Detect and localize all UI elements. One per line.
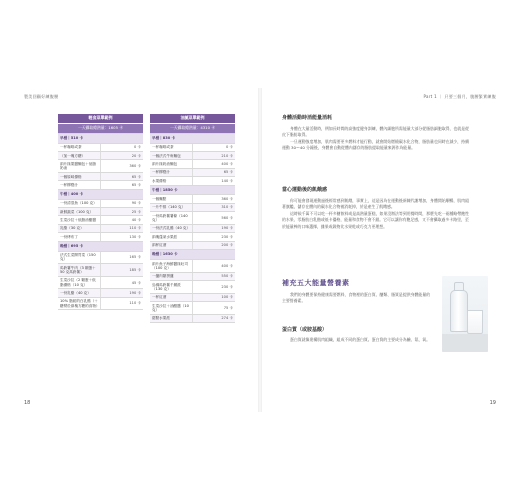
food-calories: 140 卡 [193, 177, 236, 185]
food-calories: 400 卡 [193, 260, 236, 273]
food-row [150, 151, 235, 159]
food-calories: 400 卡 [193, 160, 236, 168]
food-row [150, 160, 235, 168]
food-name: 一份乳酪（40 克） [58, 289, 101, 297]
page-number-left: 18 [24, 400, 31, 406]
meal-heading: 早餐｜510 卡 [58, 133, 143, 143]
food-row [150, 293, 235, 301]
food-name: 新鮮蔬菜（100 克） [58, 208, 101, 216]
food-calories: 274 卡 [193, 314, 236, 322]
section-protein [282, 326, 432, 343]
protein-body: 蛋白質就像建構肌肉組織，組成不同的蛋白質。蛋白質的主要成分為鹼、氨、氧。 [290, 337, 431, 342]
food-row [58, 208, 143, 216]
section-hunger [282, 186, 470, 230]
food-row [58, 172, 143, 180]
food-row [58, 297, 143, 310]
food-name: 一份法式乳酪（40 克） [150, 224, 193, 232]
table-total: 一天攝取總熱量：4310 卡 [150, 123, 235, 133]
food-calories: 0 卡 [101, 143, 144, 151]
food-row [58, 216, 143, 224]
food-calories: 65 卡 [101, 181, 144, 189]
food-calories: 230 卡 [193, 233, 236, 241]
food-calories: 65 卡 [193, 168, 236, 176]
food-calories: 190 卡 [193, 224, 236, 232]
food-name: 甜點水果派 [150, 314, 193, 322]
left-page [18, 88, 258, 412]
food-calories: 190 卡 [101, 289, 144, 297]
food-calories: 185 卡 [101, 264, 144, 277]
food-row [150, 143, 235, 151]
food-calories: 40 卡 [101, 216, 144, 224]
food-calories: 90 卡 [101, 199, 144, 207]
food-row [58, 181, 143, 189]
food-name: 兩塊蓬萊水果派 [150, 233, 193, 241]
photo-table-surface [442, 334, 488, 352]
heavy-menu-body [150, 114, 235, 322]
food-name: 生菜沙拉＋油醋醬（10 克） [150, 301, 193, 314]
food-name: 兩片魚子海鮮醬抹吐司（100 克） [150, 260, 193, 273]
food-row [58, 233, 143, 241]
food-row [150, 233, 235, 241]
food-name: 一杯咖啡或茶 [150, 143, 193, 151]
table-title-row [58, 114, 143, 123]
food-name: 一個法式牛角麵包 [150, 151, 193, 159]
light-menu-table [58, 114, 143, 310]
food-calories: 210 卡 [193, 151, 236, 159]
food-row [150, 224, 235, 232]
food-name: 一杯咖啡或茶 [58, 143, 101, 151]
food-name: 一份清蒸魚（100 克） [58, 199, 101, 207]
food-calories: 110 卡 [101, 224, 144, 232]
food-row [58, 160, 143, 173]
nutrients-intro: 我們的身體要保持健康需要燃料，食物裡的蛋白質、醣類、脂質是提供身體能量的主要營養素。 [282, 292, 431, 304]
table-total-row [58, 123, 143, 133]
food-name: 乳酪（30 克） [58, 224, 101, 232]
food-name: 一個麵點 [150, 195, 193, 203]
food-calories: 560 卡 [193, 212, 236, 225]
food-row [150, 212, 235, 225]
heavy-menu-table [150, 114, 235, 323]
food-calories: 230 卡 [193, 281, 236, 294]
food-row [58, 289, 143, 297]
food-row [58, 276, 143, 289]
food-row [58, 199, 143, 207]
table-title: 輕食菜單範例 [58, 114, 143, 123]
food-row [150, 241, 235, 249]
meal-row [150, 185, 235, 195]
food-row [150, 177, 235, 185]
food-name: 水果優格 [150, 177, 193, 185]
food-name: 生菜沙拉＋低脂油醋醬 [58, 216, 101, 224]
food-row [58, 224, 143, 232]
milk-bottle [450, 290, 468, 332]
section-activity [282, 114, 470, 152]
table-title: 油膩菜單範例 [150, 114, 235, 123]
food-name: 一杯柳橙汁 [150, 168, 193, 176]
food-name: 一個原味優格 [58, 172, 101, 180]
food-calories: 45 卡 [101, 276, 144, 289]
food-row [150, 281, 235, 294]
running-head-left: 製美回顧好練腹腰 [24, 94, 59, 99]
milk-bottle-photo [442, 276, 488, 352]
meal-row [58, 133, 143, 143]
food-row [150, 168, 235, 176]
food-name: （加一塊方糖） [58, 151, 101, 159]
nutrients-heading: 補充五大能量營養素 [282, 279, 350, 287]
food-calories: 550 卡 [193, 272, 236, 280]
food-calories: 20 卡 [101, 151, 144, 159]
right-page [262, 88, 502, 412]
food-name: 烏佛馬鈴薯千層派（130 克） [150, 281, 193, 294]
food-calories: 110 卡 [101, 297, 144, 310]
food-row [150, 314, 235, 322]
meal-row [58, 189, 143, 199]
meal-heading: 早餐｜830 卡 [150, 133, 235, 143]
milk-glass [467, 310, 483, 334]
food-row [58, 143, 143, 151]
food-row [58, 151, 143, 159]
food-row [58, 251, 143, 264]
meal-row [58, 241, 143, 251]
section-hunger-title: 當心運動後的飢餓感 [282, 187, 328, 193]
page-number-right: 19 [489, 400, 496, 406]
food-name: 兩片抹奶油麵包 [150, 160, 193, 168]
food-name: 10% 脂肪的白乳酪（＋糖漿於兩塊方糖的食物） [58, 297, 101, 310]
section-hunger-body [282, 198, 470, 230]
running-head-right: Part 1 ｜ 只要三個月，腹腰緊實練腹 [423, 94, 496, 99]
food-calories: 100 卡 [193, 293, 236, 301]
section-activity-paragraph: 一旦運動強度增加，肌肉需要更多燃料才能行動，就會開始燃燒碳水化合物，脂肪量也同時在減少，持續運動 30～40 分鐘後，身體會自動從體內儲存的脂肪提取能量來源作為能量。 [282, 138, 469, 151]
food-calories: 360 卡 [193, 195, 236, 203]
food-row [150, 195, 235, 203]
meal-heading: 晚餐｜1630 卡 [150, 250, 235, 260]
protein-title: 蛋白質（或胺基酸） [282, 327, 328, 333]
meal-heading: 晚餐｜695 卡 [58, 241, 143, 251]
section-hunger-paragraph: 你可能會發現運動過後經常感到飢餓，事實上，這是因為在運動後新陳代謝增加，身體開始順暢，肌肉組著旗艦，儲存在體內的碳水化合物被消耗掉，於是產生了飢餓感。 [282, 198, 469, 210]
table-title-row [150, 114, 235, 123]
food-name: 馬鈴薯牛肉（3 顆蛋＋50 克馬鈴薯） [58, 264, 101, 277]
section-activity-title: 身體活動時消能量消耗 [282, 115, 333, 121]
food-name: 一杯柳橙汁 [58, 181, 101, 189]
light-menu-body [58, 114, 143, 310]
meal-row [150, 133, 235, 143]
section-nutrients [282, 292, 432, 305]
food-calories: 200 卡 [193, 241, 236, 249]
food-calories: 25 卡 [101, 208, 144, 216]
food-name: 兩杯紅酒 [150, 241, 193, 249]
section-hunger-paragraph: 這時候千萬不可以吃一杯多糖飲料或是高熱量蛋糕，如果沒辦法等到用餐時間，那麼先吃一兩種略帶飽性的水果、零脂肪白乳酪或低卡優格，能量和食物不會不錯。它可以讓你有飽足感，又不會攝取過多卡路里，至於能量棒的口味選擇，雖果或穀物比水果乾或巧克力更理想。 [282, 210, 469, 229]
food-name: 一杯紅酒 [150, 293, 193, 301]
food-calories: 0 卡 [193, 143, 236, 151]
food-calories: 165 卡 [101, 251, 144, 264]
meal-heading: 午餐｜400 卡 [58, 189, 143, 199]
food-calories: 360 卡 [101, 160, 144, 173]
food-row [150, 260, 235, 273]
food-calories: 130 卡 [101, 233, 144, 241]
food-name: 一盤肉類拼盤 [150, 272, 193, 280]
food-name: 一份烤布丁 [58, 233, 101, 241]
food-name: 兩片抹果醬麵包＋低脂奶油 [58, 160, 101, 173]
food-name: 一片牛排（140 克） [150, 203, 193, 211]
table-total-row [150, 123, 235, 133]
food-name: 一份馬鈴薯薯條（140 克） [150, 212, 193, 225]
food-name: 法式生菜開胃菜（150 克） [58, 251, 101, 264]
table-total: 一天攝取總熱量：1605 卡 [58, 123, 143, 133]
section-activity-paragraph: 身體在大量活動時，例如長時間的高強度健身訓練，體內細胞所需能量大部分從脂肪細胞取得，也就是從皮下脂肪取得。 [282, 126, 469, 138]
meal-heading: 午餐｜1850 卡 [150, 185, 235, 195]
food-row [58, 264, 143, 277]
food-calories: 65 卡 [101, 172, 144, 180]
food-row [150, 203, 235, 211]
food-calories: 75 卡 [193, 301, 236, 314]
meal-row [150, 250, 235, 260]
book-spread [18, 88, 502, 412]
food-name: 生菜沙拉（2 顆蛋＋低脂優格（10 克） [58, 276, 101, 289]
food-row [150, 272, 235, 280]
food-calories: 310 卡 [193, 203, 236, 211]
section-activity-body [282, 126, 470, 152]
food-row [150, 301, 235, 314]
